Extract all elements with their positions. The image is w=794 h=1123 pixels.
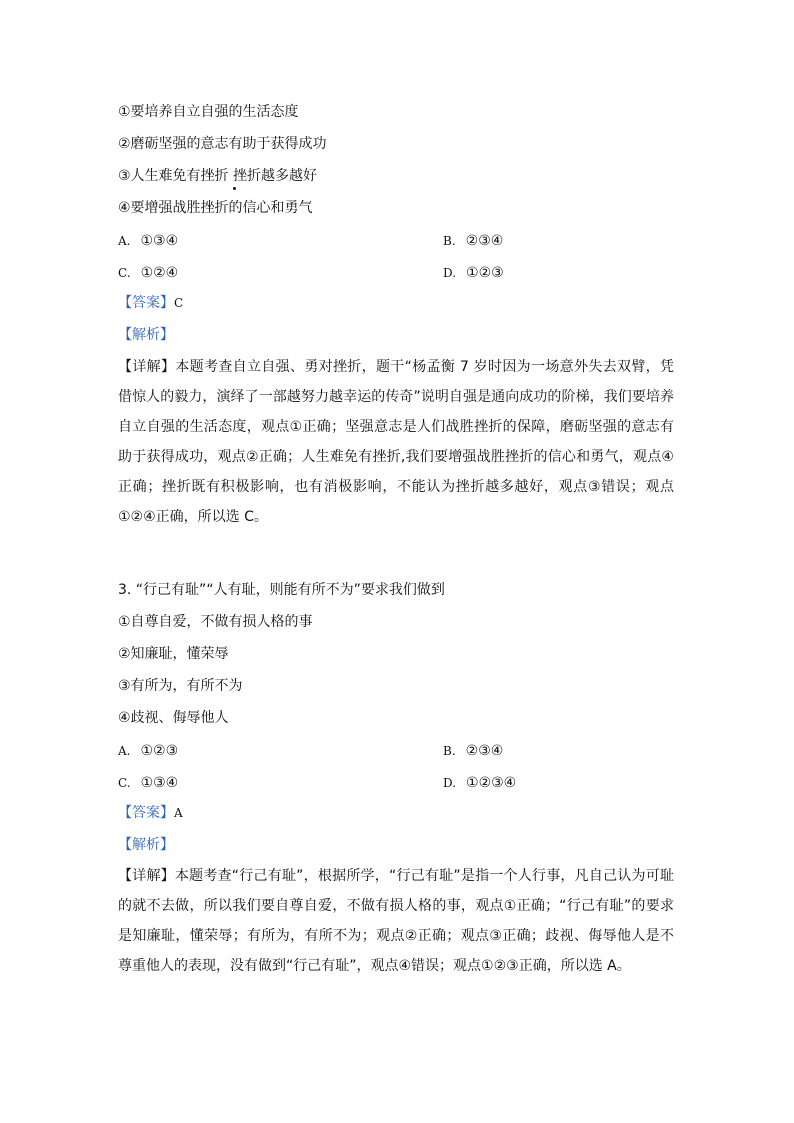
option-letter: C. [118,266,131,280]
answer-tag: 【答案】 [118,805,174,821]
q2-option-d [443,263,504,283]
option-text: ①③④ [140,233,179,249]
q2-item-4: ④要增强战胜挫折的信心和勇气 [118,200,313,216]
option-text: ①②④ [140,265,179,281]
option-letter: A. [118,744,131,758]
q2-item-2: ②磨砺坚强的意志有助于获得成功 [118,136,327,152]
option-letter: D. [443,266,457,280]
q2-analysis [118,325,174,345]
q3-item-3: ③有所为，有所不为 [118,678,243,694]
answer-value: A [174,806,183,820]
q2-item-1: ①要培养自立自强的生活态度 [118,104,299,120]
q3-analysis [118,835,174,855]
option-letter: A. [118,234,131,248]
option-letter: B. [443,744,456,758]
detail-tag: 【详解】 [118,359,176,375]
option-text: ①②③④ [466,775,517,791]
q2-option-c [118,263,178,283]
analysis-tag: 【解析】 [118,837,174,853]
q3-option-c [118,773,178,793]
q3-option-b [443,741,503,761]
q3-detail [118,861,674,981]
option-text: ②③④ [465,743,504,759]
answer-value: C [174,296,184,310]
detail-text: 本题考查自立自强、勇对挫折，题干“杨孟衡 7 岁时因为一场意外失去双臂，凭借惊人的毅力，演绎了一部越努力越幸运的传奇”说明自强是通向成功的阶梯，我们要培养自立自强的生活态度，观点①正确；坚强意志是人们战胜挫折的保障，磨砺坚强的意志有助于获得成功，观点②正确；人生难免有挫折,我们要增强战胜挫折的信心和勇气，观点④正确；挫折既有积极影响，也有消极影响，不能认为挫折越多越好，观点③错误；观点①②④正确，所以选 C。 [118,359,674,525]
q2-detail [118,352,674,532]
q3-item-2: ②知廉耻，懂荣辱 [118,646,229,662]
q3-option-d [443,773,516,793]
option-letter: B. [443,234,456,248]
analysis-tag: 【解析】 [118,327,174,343]
q3-item-4: ④歧视、侮辱他人 [118,710,229,726]
q2-option-b [443,231,503,251]
q2-item-3: ③人生难免有挫折 挫折越多越好 [118,168,318,184]
emphasis-dot [233,187,236,190]
option-text: ②③④ [465,233,504,249]
detail-text: 本题考查“行己有耻”，根据所学，“行己有耻”是指一个人行事，凡自己认为可耻的就不去做，所以我们要自尊自爱，不做有损人格的事，观点①正确；“行己有耻”的要求是知廉耻，懂荣辱；有所为，有所不为；观点②正确；观点③正确；歧视、侮辱他人是不尊重他人的表现，没有做到“行己有耻”，观点④错误；观点①②③正确，所以选 A。 [118,868,675,974]
q3-option-a [118,741,178,761]
option-letter: D. [443,776,457,790]
q2-option-a [118,231,178,251]
option-text: ①②③ [140,743,179,759]
q2-answer [118,293,183,313]
option-text: ①②③ [466,265,504,281]
q3-answer [118,803,183,823]
option-text: ①③④ [140,775,179,791]
q3-stem: 3. “行己有耻”“人有耻，则能有所不为”要求我们做到 [118,582,445,598]
option-letter: C. [118,776,131,790]
answer-tag: 【答案】 [118,295,174,311]
q3-item-1: ①自尊自爱，不做有损人格的事 [118,614,313,630]
detail-tag: 【详解】 [118,868,175,884]
